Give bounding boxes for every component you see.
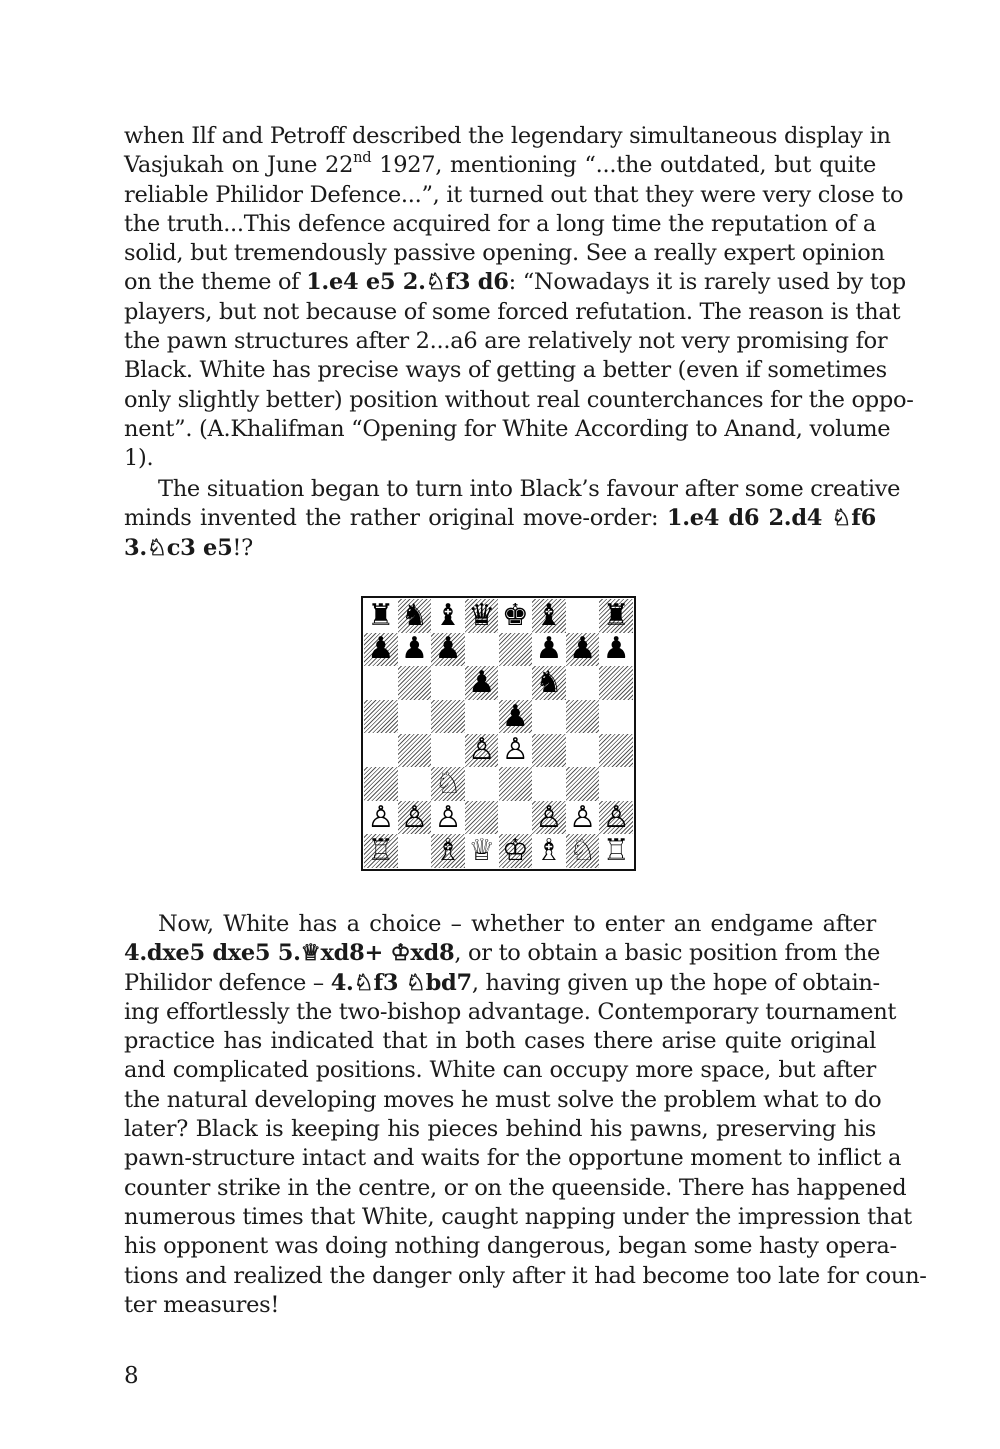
chess-piece-b8: ♞ — [400, 597, 428, 633]
square-g3 — [566, 767, 600, 801]
paragraph-white-choice — [124, 910, 927, 1320]
square-e7 — [499, 633, 533, 667]
chess-piece-h7: ♟ — [602, 631, 630, 667]
chess-piece-c3: ♘ — [434, 765, 462, 801]
chess-piece-f7: ♟ — [535, 631, 563, 667]
move-sequence: 1.e4 d6 2.d4 ♘f6 — [666, 505, 876, 532]
text-line: ing effortlessly the two-bishop advantage. Contemporary tournament — [124, 998, 897, 1025]
chess-piece-e4: ♙ — [501, 732, 529, 768]
paragraph-move-order — [124, 475, 901, 563]
chess-board — [364, 599, 633, 868]
chess-piece-c1: ♗ — [434, 833, 462, 869]
text-line: players, but not because of some forced refutation. The reason is that — [124, 298, 901, 325]
text-line: and complicated positions. White can occupy more space, but after — [124, 1057, 876, 1084]
text-line: Now, White has a choice – whether to enter an endgame after — [158, 911, 876, 937]
chess-piece-f6: ♞ — [535, 665, 563, 701]
text-line: nent”. (A.Khalifman “Opening for White According to Anand, volume — [124, 415, 891, 442]
text-line: the truth...This defence acquired for a long time the reputation of a — [124, 210, 876, 237]
ordinal-suffix: nd — [353, 148, 372, 166]
text-line: only slightly better) position without real counterchances for the oppo- — [124, 386, 914, 413]
chess-piece-a2: ♙ — [367, 799, 395, 835]
square-e6 — [499, 666, 533, 700]
text-line: reliable Philidor Defence...”, it turned out that they were very close to — [124, 181, 904, 208]
chess-piece-c2: ♙ — [434, 799, 462, 835]
chess-piece-d8: ♛ — [468, 597, 496, 633]
square-f5 — [532, 700, 566, 734]
move-sequence: 3.♘c3 e5 — [124, 534, 233, 561]
chess-piece-c8: ♝ — [434, 597, 462, 633]
square-f3 — [532, 767, 566, 801]
text-line: Vasjukah on June 22nd 1927, mentioning “...the outdated, but quite — [124, 148, 876, 179]
square-g5 — [566, 700, 600, 734]
text-line: on the theme of 1.e4 e5 2.♘f3 d6: “Nowadays it is rarely used by top — [124, 269, 906, 296]
square-d5 — [465, 700, 499, 734]
square-b3 — [398, 767, 432, 801]
chess-diagram — [361, 596, 636, 871]
square-g8 — [566, 599, 600, 633]
text-line: tions and realized the danger only after it had become too late for coun- — [124, 1262, 927, 1289]
chess-piece-h1: ♖ — [602, 833, 630, 869]
paragraph-philidor-history — [124, 122, 914, 474]
text-line: Black. White has precise ways of getting a better (even if sometimes — [124, 357, 887, 384]
chess-piece-e1: ♔ — [501, 833, 529, 869]
square-b4 — [398, 734, 432, 768]
text-line: solid, but tremendously passive opening. See a really expert opinion — [124, 240, 885, 267]
square-d2 — [465, 801, 499, 835]
move-sequence: 4.♘f3 ♘bd7 — [330, 969, 472, 996]
square-e3 — [499, 767, 533, 801]
chess-piece-d4: ♙ — [468, 732, 496, 768]
text-line: when Ilf and Petroff described the legendary simultaneous display in — [124, 123, 891, 149]
text-line: later? Black is keeping his pieces behind his pawns, preserving his — [124, 1116, 876, 1143]
square-g6 — [566, 666, 600, 700]
chess-piece-c7: ♟ — [434, 631, 462, 667]
text-line: practice has indicated that in both cases there arise quite original — [124, 1028, 876, 1055]
chess-piece-e8: ♚ — [501, 597, 529, 633]
chess-piece-h2: ♙ — [602, 799, 630, 835]
move-sequence: 1.e4 e5 2.♘f3 d6 — [306, 269, 509, 296]
chess-piece-f2: ♙ — [535, 799, 563, 835]
chess-piece-g1: ♘ — [569, 833, 596, 869]
square-d3 — [465, 767, 499, 801]
chess-piece-a8: ♜ — [367, 597, 395, 633]
chess-piece-g2: ♙ — [569, 799, 596, 835]
chess-piece-b7: ♟ — [400, 631, 428, 667]
square-e2 — [499, 801, 533, 835]
square-h6 — [599, 666, 633, 700]
text-line: pawn-structure intact and waits for the opportune moment to inflict a — [124, 1145, 902, 1172]
square-b1 — [398, 834, 432, 868]
text-line: his opponent was doing nothing dangerous, began some hasty opera- — [124, 1233, 897, 1260]
text-line: 3.♘c3 e5!? — [124, 534, 253, 561]
square-h3 — [599, 767, 633, 801]
square-f4 — [532, 734, 566, 768]
chess-piece-h8: ♜ — [602, 597, 630, 633]
chess-piece-f8: ♝ — [535, 597, 563, 633]
text-line: the pawn structures after 2...a6 are relatively not very promising for — [124, 328, 888, 355]
text-line: counter strike in the centre, or on the queenside. There has happened — [124, 1174, 907, 1201]
square-c5 — [431, 700, 465, 734]
chess-piece-a1: ♖ — [367, 833, 395, 869]
text-line: numerous times that White, caught napping under the impression that — [124, 1203, 912, 1230]
square-h5 — [599, 700, 633, 734]
chess-piece-f1: ♗ — [535, 833, 563, 869]
square-a6 — [364, 666, 398, 700]
square-d7 — [465, 633, 499, 667]
chess-piece-a7: ♟ — [367, 631, 395, 667]
chess-piece-d6: ♟ — [468, 665, 496, 701]
chess-piece-e5: ♟ — [501, 698, 529, 734]
text-line: Philidor defence – 4.♘f3 ♘bd7, having given up the hope of obtain- — [124, 969, 880, 996]
square-a4 — [364, 734, 398, 768]
square-b6 — [398, 666, 432, 700]
text-line: 4.dxe5 dxe5 5.♕xd8+ ♔xd8, or to obtain a basic position from the — [124, 940, 881, 967]
square-c4 — [431, 734, 465, 768]
text-line: The situation began to turn into Black’s favour after some creative — [158, 476, 901, 502]
square-h4 — [599, 734, 633, 768]
square-a3 — [364, 767, 398, 801]
chess-piece-b2: ♙ — [400, 799, 428, 835]
text-line: ter measures! — [124, 1291, 280, 1318]
square-c6 — [431, 666, 465, 700]
square-b5 — [398, 700, 432, 734]
move-sequence: 4.dxe5 dxe5 5.♕xd8+ ♔xd8 — [124, 940, 455, 967]
chess-piece-g7: ♟ — [569, 631, 596, 667]
text-line: minds invented the rather original move-order: 1.e4 d6 2.d4 ♘f6 — [124, 505, 876, 532]
square-a5 — [364, 700, 398, 734]
text-line: 1). — [124, 445, 154, 472]
text-line: the natural developing moves he must solve the problem what to do — [124, 1086, 882, 1113]
square-g4 — [566, 734, 600, 768]
page-number: 8 — [124, 1363, 139, 1389]
chess-piece-d1: ♕ — [468, 833, 496, 869]
